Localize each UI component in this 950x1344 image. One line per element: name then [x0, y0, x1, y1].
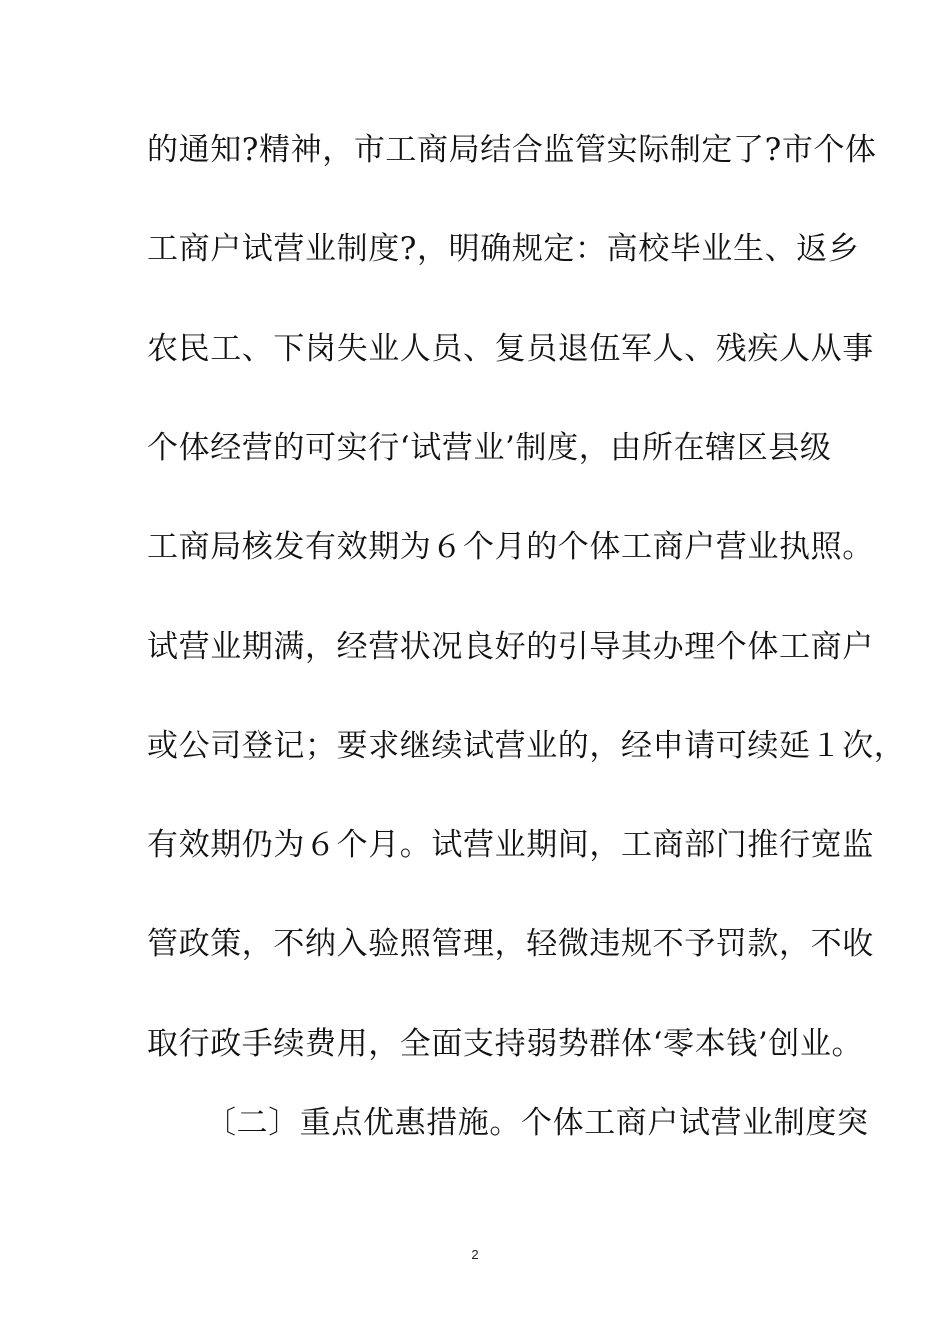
- body-text-line: 或公司登记；要求继续试营业的，经申请可续延１次，: [147, 728, 906, 764]
- body-text-line: 农民工、下岗失业人员、复员退伍军人、残疾人从事: [147, 331, 874, 367]
- section-heading-line: 〔二〕重点优惠措施。个体工商户试营业制度突: [205, 1105, 869, 1141]
- body-text-line: 管政策，不纳入验照管理，轻微违规不予罚款，不收: [147, 926, 874, 962]
- body-text-line: 试营业期满，经营状况良好的引导其办理个体工商户: [147, 629, 874, 665]
- body-text-line: 工商局核发有效期为６个月的个体工商户营业执照。: [147, 529, 874, 565]
- body-text-line: 取行政手续费用，全面支持弱势群体‘零本钱’创业。: [147, 1026, 864, 1062]
- body-text-line: 有效期仍为６个月。试营业期间，工商部门推行宽监: [147, 827, 874, 863]
- body-text-line: 工商户试营业制度?，明确规定：高校毕业生、返乡: [147, 231, 860, 267]
- body-text-line: 的通知?精神，市工商局结合监管实际制定了?市个体: [147, 132, 877, 168]
- page-number: 2: [471, 1247, 479, 1262]
- body-text-line: 个体经营的可实行‘试营业’制度，由所在辖区县级: [147, 430, 832, 466]
